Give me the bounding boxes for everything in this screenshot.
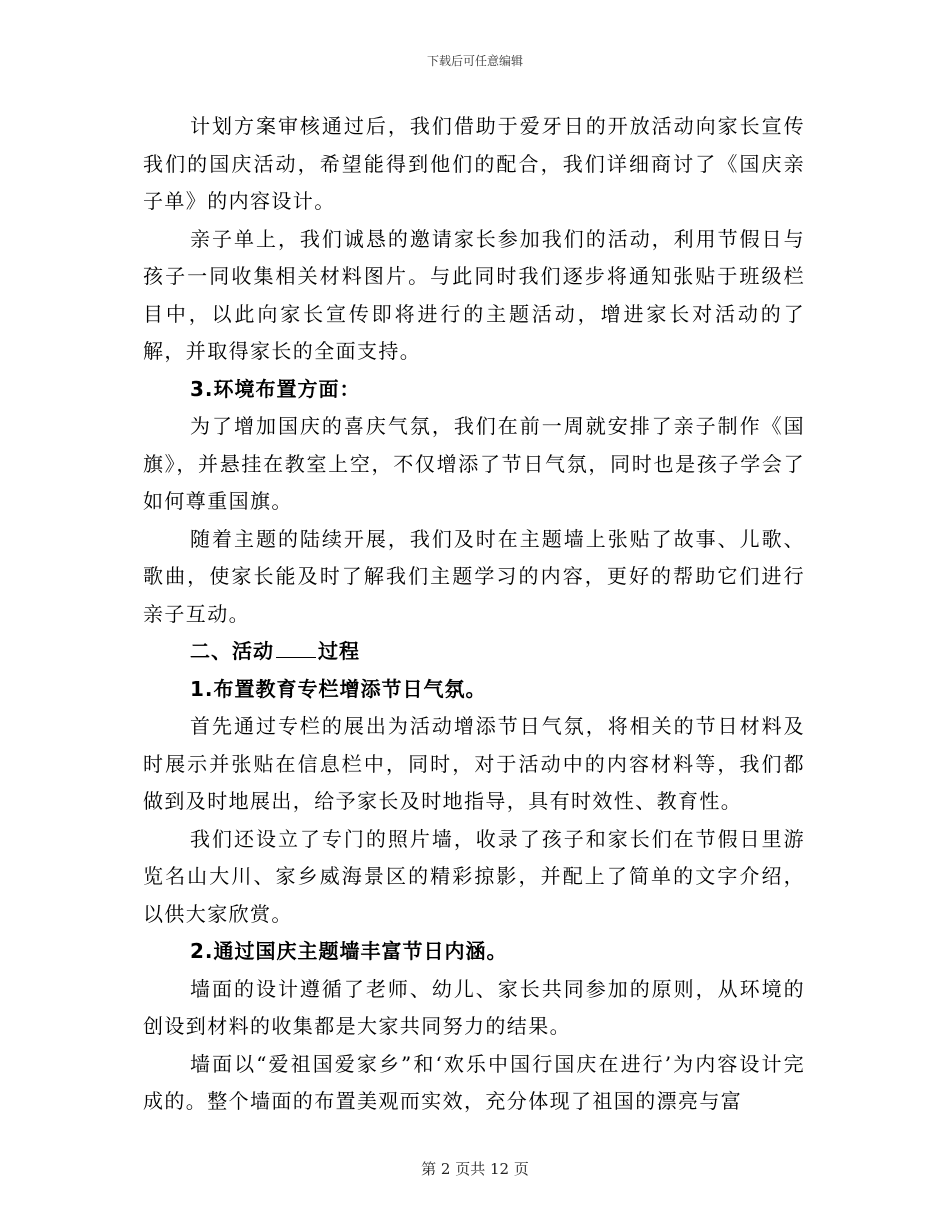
section-heading: 3.环境布置方面： [190, 376, 361, 401]
paragraph: 墙面的设计遵循了老师、幼儿、家长共同参加的原则，从环境的创设到材料的收集都是大家共同努力的结果。 [143, 976, 805, 1038]
paragraph: 我们还设立了专门的照片墙，收录了孩子和家长们在节假日里游览名山大川、家乡威海景区的精彩掠影，并配上了简单的文字介绍，以供大家欣赏。 [143, 826, 805, 926]
section-heading: 2.通过国庆主题墙丰富节日内涵。 [190, 939, 508, 963]
paragraph: 墙面以“爱祖国爱家乡”和‘欢乐中国行国庆在进行’为内容设计完成的。整个墙面的布置美观而实效，充分体现了祖国的漂亮与富 [143, 1051, 805, 1113]
paragraph: 为了增加国庆的喜庆气氛，我们在前一周就安排了亲子制作《国旗》，并悬挂在教室上空，不仅增添了节日气氛，同时也是孩子学会了如何尊重国旗。 [143, 414, 805, 513]
heading-suffix: 过程 [318, 639, 360, 663]
paragraph: 首先通过专栏的展出为活动增添节日气氛，将相关的节日材料及时展示并张贴在信息栏中，同时，对于活动中的内容材料等，我们都做到及时地展出，给予家长及时地指导，具有时效性、教育性。 [143, 714, 805, 813]
page-header: 下载后可任意编辑 [426, 54, 523, 68]
document-body [143, 108, 805, 1121]
section-heading: 1.布置教育专栏增添节日气氛。 [190, 676, 487, 701]
paragraph: 随着主题的陆续开展，我们及时在主题墙上张贴了故事、儿歌、歌曲，使家长能及时了解我们主题学习的内容，更好的帮助它们进行亲子互动。 [143, 526, 805, 626]
blank-underline [276, 639, 316, 658]
page-footer: 第 2 页共 12 页 [421, 1160, 529, 1178]
paragraph: 亲子单上，我们诚恳的邀请家长参加我们的活动，利用节假日与孩子一同收集相关材料图片。与此同时我们逐步将通知张贴于班级栏目中，以此向家长宣传即将进行的主题活动，增进家长对活动的了解，并取得家长的全面支持。 [143, 226, 805, 363]
heading-prefix: 二、活动 [190, 639, 274, 663]
section-heading [143, 633, 805, 671]
paragraph: 计划方案审核通过后，我们借助于爱牙日的开放活动向家长宣传我们的国庆活动，希望能得到他们的配合，我们详细商讨了《国庆亲子单》的内容设计。 [143, 114, 805, 213]
